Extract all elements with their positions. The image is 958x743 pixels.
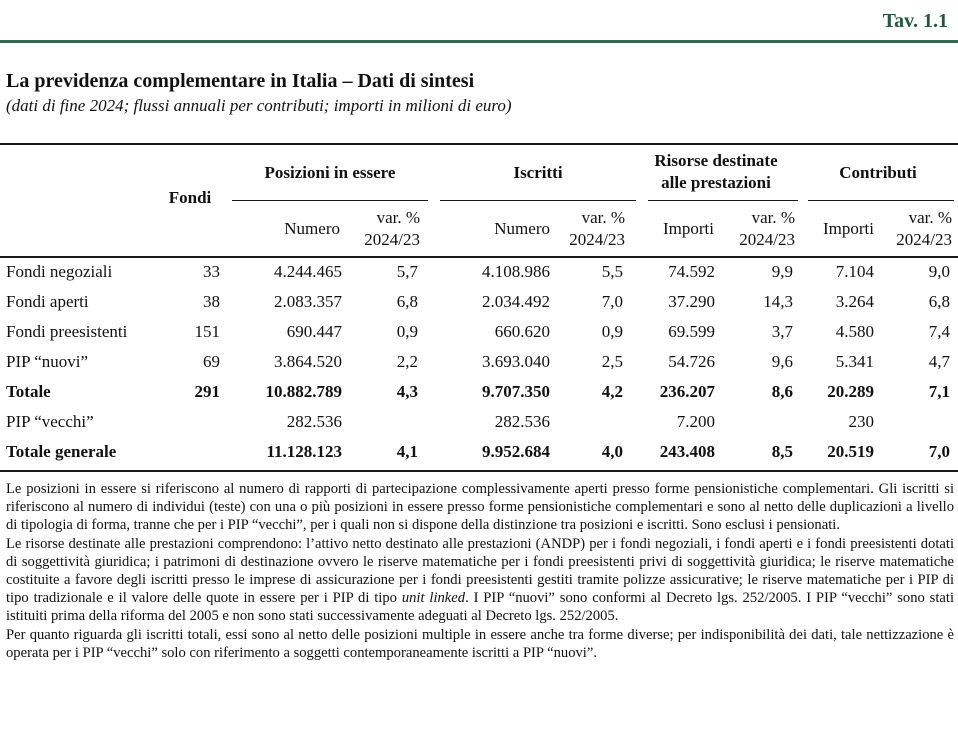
cell-con-var: 7,1 — [928, 382, 950, 401]
cell-con-imp: 20.289 — [827, 382, 874, 401]
cell-isc-var: 2,5 — [601, 352, 623, 371]
cell-con-imp: 4.580 — [835, 322, 874, 341]
cell-isc-var: 4,2 — [601, 382, 623, 401]
cell-ris-imp: 243.408 — [659, 442, 715, 461]
row-label: Fondi preesistenti — [6, 322, 128, 341]
row-label: Fondi aperti — [6, 292, 89, 311]
top-rule — [0, 40, 958, 43]
cell-pos-num: 3.864.520 — [274, 352, 342, 371]
table-top-rule — [0, 143, 958, 145]
table-row-total — [0, 382, 958, 412]
note-resources-text: Le risorse destinate alle prestazioni comprendono: l’attivo netto destinato alle prestazioni (ANDP) per i fondi negoziali, i fondi aperti e i fondi preesistenti dotati di soggettività giuridica; i patrimoni di destinazione ovvero le riserve matematiche per i fondi preesistenti privi di soggettività giuridica; le riserve matematiche costituite a favore degli iscritti presso le imprese di assicurazione per i fondi preesistenti gestiti tramite polizze assicurative; le riserve matematiche per i PIP di tipo tradizionale e il valore delle quote in essere per i PIP di tipo — [6, 535, 954, 607]
cell-pos-var: 4,1 — [396, 442, 418, 461]
cell-isc-var: 0,9 — [601, 322, 623, 341]
subheader-importi: Importi — [663, 219, 714, 238]
table-title: La previdenza complementare in Italia – Dati di sintesi — [6, 70, 475, 92]
cell-ris-imp: 7.200 — [676, 412, 715, 431]
cell-isc-var: 5,5 — [601, 262, 623, 281]
cell-ris-var: 8,5 — [771, 442, 793, 461]
group-rule-posizioni — [232, 200, 428, 201]
table-number: Tav. 1.1 — [882, 10, 948, 32]
group-rule-iscritti — [440, 200, 636, 201]
cell-con-imp: 5.341 — [835, 352, 874, 371]
subheader-year: 2024/23 — [739, 230, 795, 249]
note-resources — [6, 535, 954, 626]
cell-pos-num: 282.536 — [286, 412, 342, 431]
cell-con-imp: 20.519 — [827, 442, 874, 461]
subheader-numero: Numero — [284, 219, 340, 238]
header-contributi: Contributi — [839, 163, 917, 182]
cell-fondi: 151 — [194, 322, 220, 341]
row-label: PIP “nuovi” — [6, 352, 89, 371]
cell-ris-imp: 74.592 — [668, 262, 715, 281]
cell-ris-imp: 54.726 — [668, 352, 715, 371]
cell-con-var: 7,0 — [928, 442, 950, 461]
cell-isc-num: 9.707.350 — [482, 382, 550, 401]
table-row-grand-total — [0, 442, 958, 472]
cell-ris-var: 14,3 — [763, 292, 793, 311]
row-label: Totale generale — [6, 442, 117, 461]
header-bottom-rule — [0, 256, 958, 258]
cell-con-var: 7,4 — [928, 322, 950, 341]
subheader-var: var. % — [751, 208, 795, 227]
row-label: Fondi negoziali — [6, 262, 113, 281]
subheader-importi: Importi — [823, 219, 874, 238]
cell-ris-imp: 236.207 — [659, 382, 715, 401]
cell-ris-imp: 37.290 — [668, 292, 715, 311]
cell-ris-var: 8,6 — [771, 382, 793, 401]
cell-isc-num: 3.693.040 — [482, 352, 550, 371]
note-positions: Le posizioni in essere si riferiscono al numero di rapporti di partecipazione complessivamente aperti presso forme pensionistiche complementari. Gli iscritti si riferiscono al numero di individui (teste) con una o più posizioni in essere presso forme pensionistiche complementari e sono al netto delle duplicazioni a livello di tipologia di forma, tranne che per i PIP “vecchi”, per i quali non si dispone della distinzione tra posizioni e iscritti. Sono esclusi i pensionati. — [6, 481, 954, 534]
note-resources-text-2: . I PIP “nuovi” sono conformi al Decreto lgs. 252/2005. I PIP “vecchi” sono stati istituiti prima della riforma del 2005 e non sono stati successivamente adeguati al Decreto lgs. 252/2005. — [6, 590, 954, 625]
cell-con-imp: 3.264 — [835, 292, 874, 311]
cell-isc-var: 4,0 — [601, 442, 623, 461]
cell-ris-var: 9,6 — [771, 352, 793, 371]
cell-isc-num: 660.620 — [494, 322, 550, 341]
cell-con-imp: 7.104 — [835, 262, 874, 281]
subheader-year: 2024/23 — [896, 230, 952, 249]
cell-pos-var: 0,9 — [396, 322, 418, 341]
subheader-var: var. % — [376, 208, 420, 227]
cell-fondi: 38 — [203, 292, 220, 311]
cell-ris-imp: 69.599 — [668, 322, 715, 341]
cell-pos-var: 2,2 — [396, 352, 418, 371]
subheader-var: var. % — [581, 208, 625, 227]
table-row — [0, 262, 958, 292]
group-rule-contributi — [808, 200, 954, 201]
table-row — [0, 412, 958, 442]
header-iscritti: Iscritti — [513, 163, 563, 182]
cell-pos-var: 6,8 — [396, 292, 418, 311]
cell-ris-var: 3,7 — [771, 322, 793, 341]
cell-pos-num: 690.447 — [286, 322, 342, 341]
note-unit-linked: unit linked — [401, 590, 466, 607]
cell-isc-num: 2.034.492 — [482, 292, 550, 311]
cell-pos-num: 2.083.357 — [274, 292, 342, 311]
cell-fondi: 33 — [203, 262, 220, 281]
cell-isc-var: 7,0 — [601, 292, 623, 311]
cell-con-var: 6,8 — [928, 292, 950, 311]
header-fondi: Fondi — [168, 188, 212, 207]
table-notes — [6, 480, 954, 662]
header-risorse-2: alle prestazioni — [661, 173, 771, 192]
note-total-members: Per quanto riguarda gli iscritti totali, essi sono al netto delle posizioni multiple in essere anche tra forme diverse; per indisponibilità dei dati, tale nettizzazione è operata per i PIP “vecchi” solo con riferimento a soggetti contemporaneamente iscritti a PIP “nuovi”. — [6, 626, 954, 661]
row-label: Totale — [6, 382, 51, 401]
cell-isc-num: 282.536 — [494, 412, 550, 431]
subheader-var: var. % — [908, 208, 952, 227]
cell-pos-var: 4,3 — [396, 382, 418, 401]
cell-con-var: 9,0 — [928, 262, 950, 281]
cell-fondi: 69 — [203, 352, 220, 371]
group-rule-risorse — [648, 200, 798, 201]
subheader-year: 2024/23 — [569, 230, 625, 249]
row-label: PIP “vecchi” — [6, 412, 94, 431]
table-row — [0, 352, 958, 382]
table-row — [0, 322, 958, 352]
subheader-numero: Numero — [494, 219, 550, 238]
header-posizioni: Posizioni in essere — [264, 163, 396, 182]
subheader-year: 2024/23 — [364, 230, 420, 249]
cell-con-imp: 230 — [848, 412, 874, 431]
cell-pos-num: 4.244.465 — [274, 262, 342, 281]
table-subtitle: (dati di fine 2024; flussi annuali per contributi; importi in milioni di euro) — [6, 96, 512, 115]
cell-fondi: 291 — [194, 382, 220, 401]
header-risorse-1: Risorse destinate — [654, 151, 778, 170]
table-row — [0, 292, 958, 322]
cell-isc-num: 9.952.684 — [482, 442, 550, 461]
cell-ris-var: 9,9 — [771, 262, 793, 281]
cell-con-var: 4,7 — [928, 352, 950, 371]
cell-pos-var: 5,7 — [396, 262, 418, 281]
cell-pos-num: 11.128.123 — [266, 442, 342, 461]
cell-pos-num: 10.882.789 — [265, 382, 342, 401]
table-bottom-rule — [0, 470, 958, 472]
cell-isc-num: 4.108.986 — [482, 262, 550, 281]
